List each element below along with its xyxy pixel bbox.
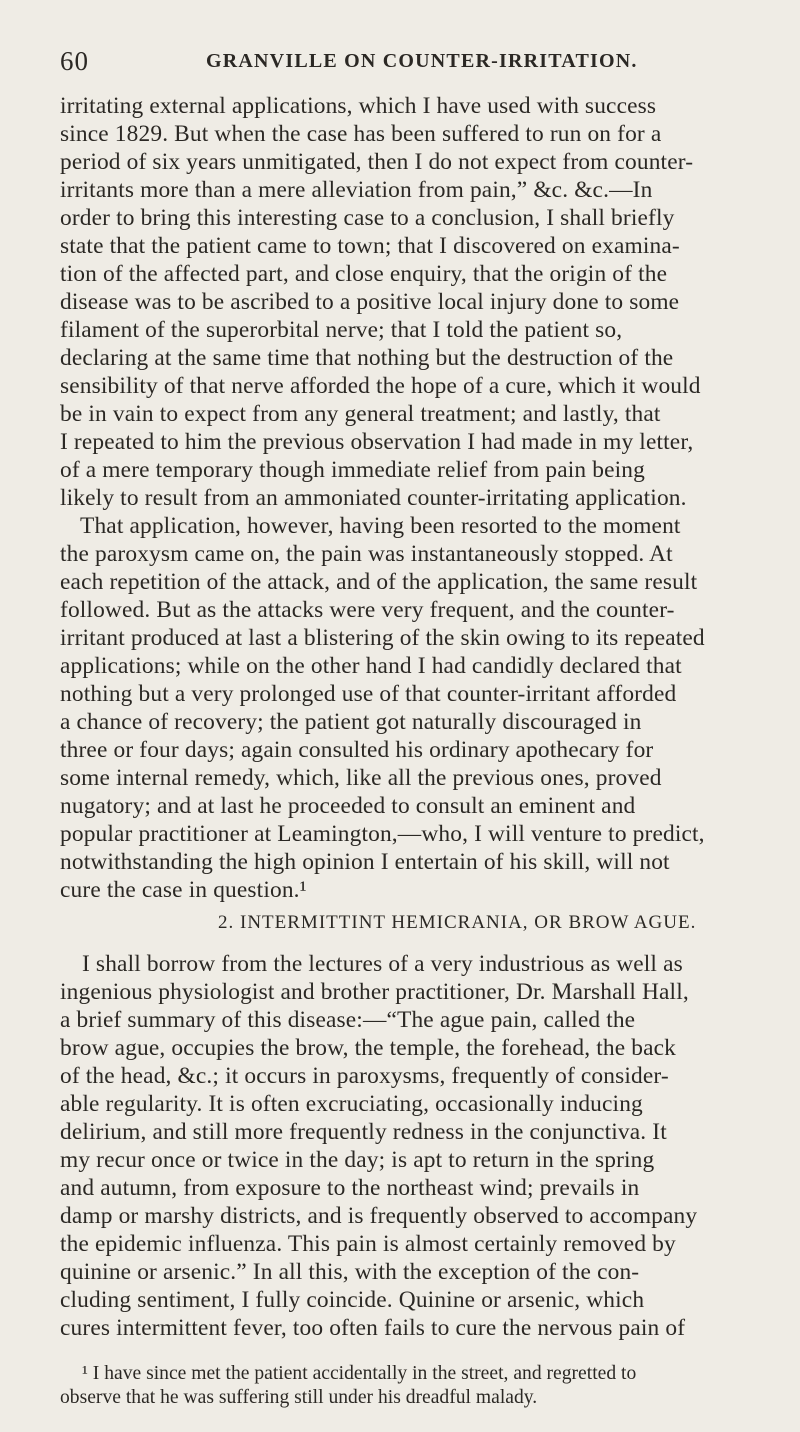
text-line: cures intermittent fever, too often fails to cure the nervous pain of (60, 1315, 686, 1341)
text-line: declaring at the same time that nothing but the destruction of the (60, 345, 674, 371)
text-line: each repetition of the attack, and of the application, the same result (60, 569, 698, 595)
text-line: damp or marshy districts, and is frequently observed to accompany (60, 1203, 698, 1229)
text-line: likely to result from an ammoniated counter-irritating application. (60, 485, 687, 511)
text-line: some internal remedy, which, like all the previous ones, proved (60, 765, 662, 791)
text-line: That application, however, having been resorted to the moment (80, 513, 681, 539)
text-line: order to bring this interesting case to a conclusion, I shall briefly (60, 205, 675, 231)
text-line: a chance of recovery; the patient got naturally discouraged in (60, 709, 642, 735)
running-title: GRANVILLE ON COUNTER-IRRITATION. (206, 50, 638, 72)
text-line: the epidemic influenza. This pain is almost certainly removed by (60, 1231, 676, 1257)
text-line: followed. But as the attacks were very frequent, and the counter- (60, 597, 675, 623)
text-line: ingenious physiologist and brother practitioner, Dr. Marshall Hall, (60, 979, 689, 1005)
text-line: since 1829. But when the case has been suffered to run on for a (60, 121, 662, 147)
text-line: period of six years unmitigated, then I do not expect from counter- (60, 149, 694, 175)
text-line: state that the patient came to town; that I discovered on examina- (60, 233, 680, 259)
footnote-line: ¹ I have since met the patient accidentally in the street, and regretted to (82, 1363, 637, 1384)
text-line: nothing but a very prolonged use of that counter-irritant afforded (60, 681, 677, 707)
text-line: irritant produced at last a blistering of the skin owing to its repeated (60, 625, 705, 651)
text-line: irritants more than a mere alleviation from pain,” &c. &c.—In (60, 177, 653, 203)
text-line: nugatory; and at last he proceeded to consult an eminent and (60, 793, 636, 819)
footnote-line: observe that he was suffering still under his dreadful malady. (60, 1387, 538, 1408)
text-line: the paroxysm came on, the pain was instantaneously stopped. At (60, 541, 673, 567)
text-line: sensibility of that nerve afforded the hope of a cure, which it would (60, 373, 701, 399)
text-line: of a mere temporary though immediate relief from pain being (60, 457, 645, 483)
text-line: be in vain to expect from any general treatment; and lastly, that (60, 401, 661, 427)
text-line: irritating external applications, which I have used with success (60, 93, 657, 119)
text-line: I shall borrow from the lectures of a very industrious as well as (82, 951, 683, 977)
text-line: disease was to be ascribed to a positive local injury done to some (60, 289, 680, 315)
text-line: applications; while on the other hand I had candidly declared that (60, 653, 682, 679)
text-line: tion of the affected part, and close enquiry, that the origin of the (60, 261, 668, 287)
running-head (60, 46, 756, 76)
text-line: a brief summary of this disease:—“The ague pain, called the (60, 1007, 636, 1033)
text-line: filament of the superorbital nerve; that I told the patient so, (60, 317, 623, 343)
text-line: three or four days; again consulted his ordinary apothecary for (60, 737, 654, 763)
text-line: and autumn, from exposure to the northeast wind; prevails in (60, 1175, 640, 1201)
page-number: 60 (60, 46, 89, 76)
text-line: of the head, &c.; it occurs in paroxysms, frequently of consider- (60, 1063, 669, 1089)
text-line: brow ague, occupies the brow, the temple, the forehead, the back (60, 1035, 676, 1061)
text-line: notwithstanding the high opinion I entertain of his skill, will not (60, 849, 670, 875)
text-line: popular practitioner at Leamington,—who, I will venture to predict, (60, 821, 705, 847)
text-line: quinine or arsenic.” In all this, with the exception of the con- (60, 1259, 640, 1285)
section-heading: 2. INTERMITTINT HEMICRANIA, OR BROW AGUE. (218, 912, 697, 933)
text-line: cure the case in question.¹ (60, 877, 307, 903)
text-line: able regularity. It is often excruciating, occasionally inducing (60, 1091, 643, 1117)
text-line: I repeated to him the previous observation I had made in my letter, (60, 429, 694, 455)
text-line: delirium, and still more frequently redness in the conjunctiva. It (60, 1119, 667, 1145)
text-line: my recur once or twice in the day; is apt to return in the spring (60, 1147, 655, 1173)
text-line: cluding sentiment, I fully coincide. Quinine or arsenic, which (60, 1287, 645, 1313)
